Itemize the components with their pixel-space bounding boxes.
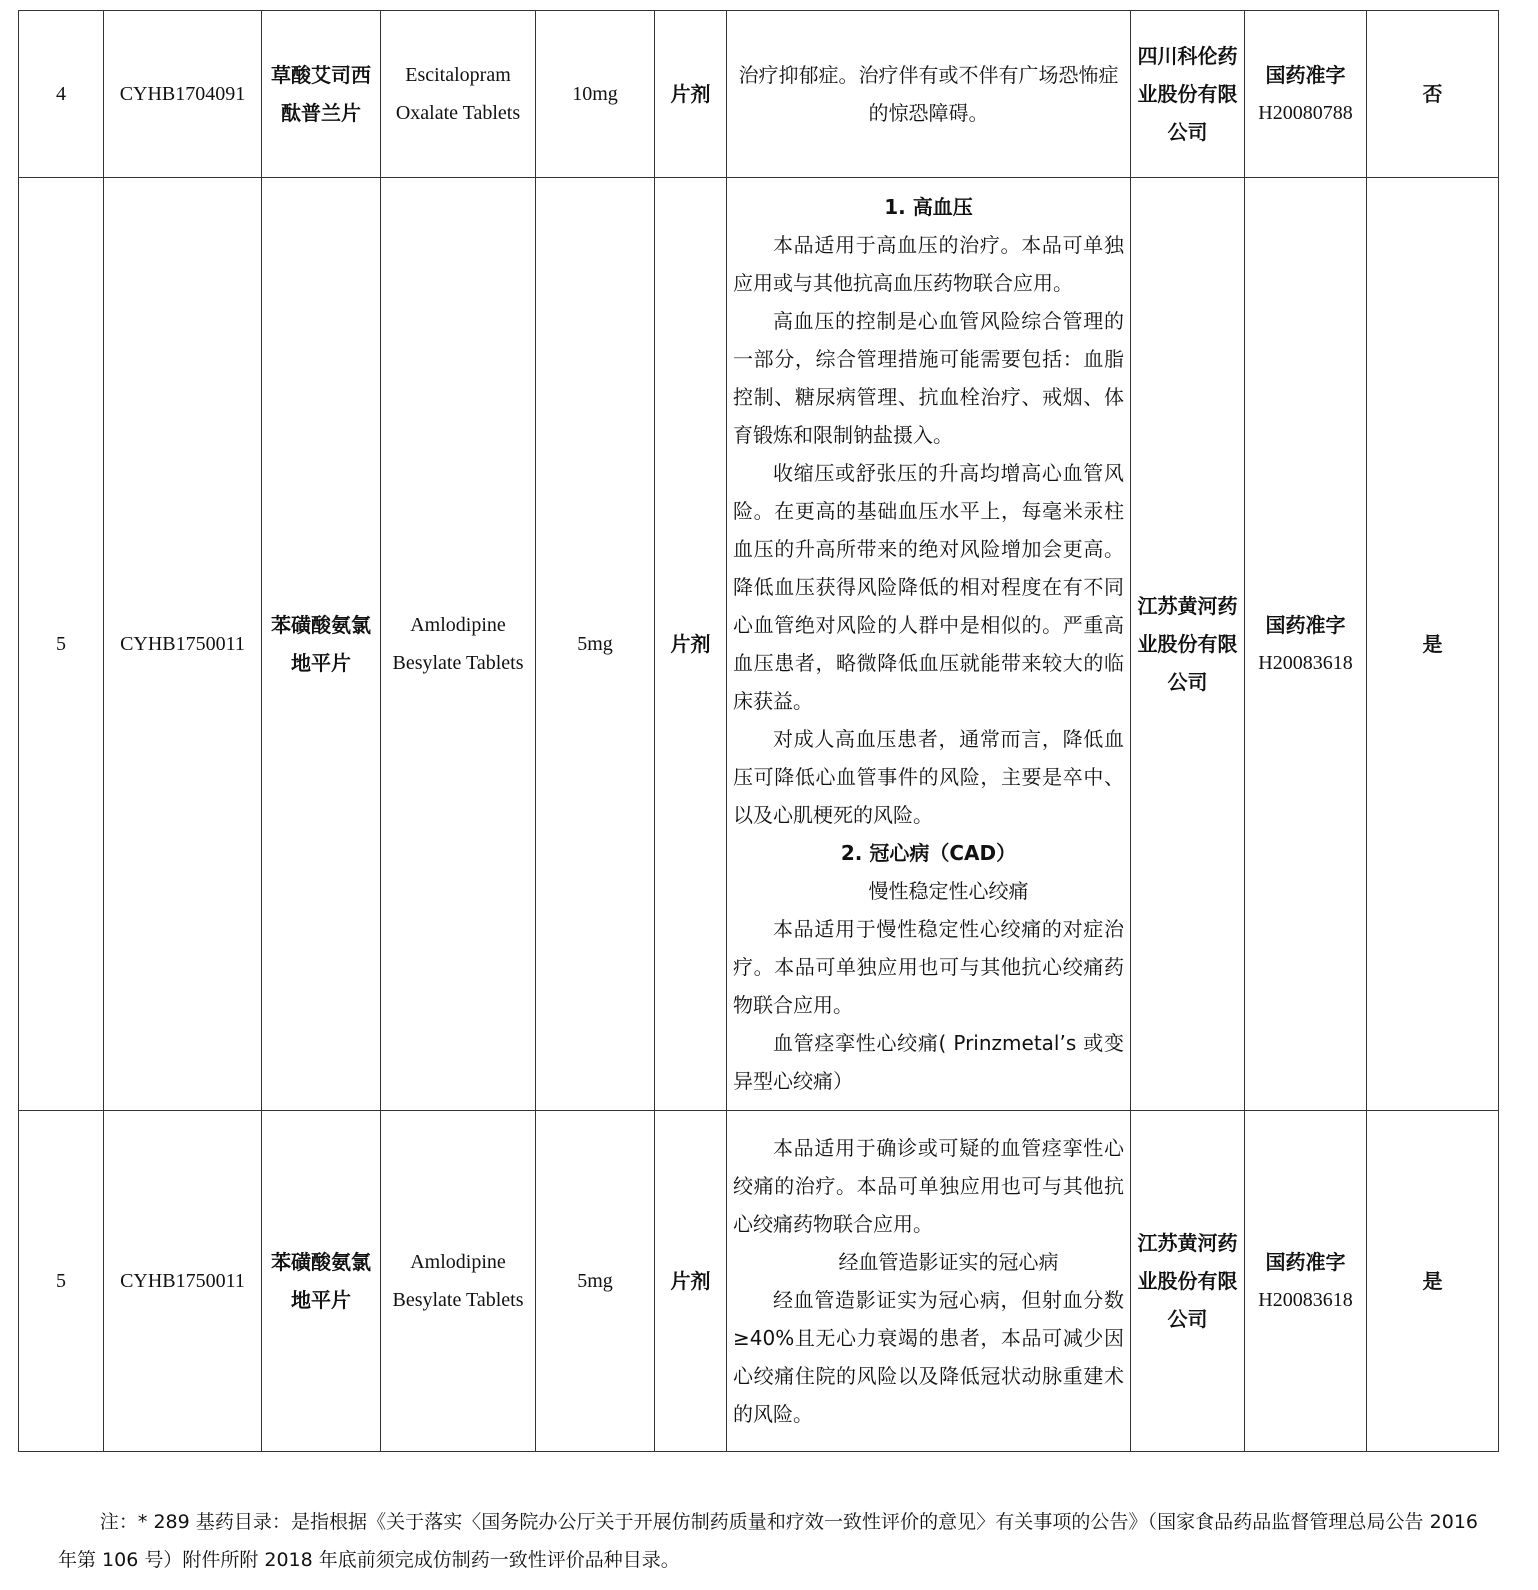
row-number: 5 xyxy=(19,1111,104,1452)
row-number: 4 xyxy=(19,11,104,178)
dosage-form: 片剂 xyxy=(655,1111,727,1452)
essential-drug-flag: 是 xyxy=(1367,178,1499,1111)
specification: 5mg xyxy=(536,178,655,1111)
table-row xyxy=(19,11,1499,178)
dosage-form: 片剂 xyxy=(655,11,727,178)
drug-evaluation-table xyxy=(18,10,1499,1452)
approval-number xyxy=(1245,1111,1367,1452)
indication-paragraph: 血管痉挛性心绞痛( Prinzmetal’s 或变异型心绞痛） xyxy=(733,1031,1124,1093)
indication xyxy=(727,11,1131,178)
acceptance-code: CYHB1704091 xyxy=(104,11,262,178)
indication-paragraph: 高血压的控制是心血管风险综合管理的一部分，综合管理措施可能需要包括：血脂控制、糖尿病管理、抗血栓治疗、戒烟、体育锻炼和限制钠盐摄入。 xyxy=(733,309,1124,447)
approval-code: H20080788 xyxy=(1258,102,1353,124)
essential-drug-flag: 否 xyxy=(1367,11,1499,178)
row-number: 5 xyxy=(19,178,104,1111)
indication-paragraph: 本品适用于慢性稳定性心绞痛的对症治疗。本品可单独应用也可与其他抗心绞痛药物联合应用。 xyxy=(733,917,1124,1017)
approval-number xyxy=(1245,11,1367,178)
indication-heading: 2. 冠心病（CAD） xyxy=(840,841,1017,865)
approval-number xyxy=(1245,178,1367,1111)
manufacturer: 江苏黄河药业股份有限公司 xyxy=(1131,1111,1245,1452)
drug-name-cn: 苯磺酸氨氯地平片 xyxy=(262,1111,381,1452)
manufacturer: 四川科伦药业股份有限公司 xyxy=(1131,11,1245,178)
indication-paragraph: 收缩压或舒张压的升高均增高心血管风险。在更高的基础血压水平上，每毫米汞柱血压的升高所带来的绝对风险增加会更高。降低血压获得风险降低的相对程度在有不同心血管绝对风险的人群中是相似的。严重高血压患者，略微降低血压就能带来较大的临床获益。 xyxy=(733,461,1124,713)
indication-text: 治疗抑郁症。治疗伴有或不伴有广场恐怖症的惊恐障碍。 xyxy=(738,63,1119,125)
approval-prefix: 国药准字 xyxy=(1265,63,1346,87)
drug-name-en: Amlodipine Besylate Tablets xyxy=(381,178,536,1111)
approval-code: H20083618 xyxy=(1258,1289,1353,1311)
approval-prefix: 国药准字 xyxy=(1265,613,1346,637)
indication xyxy=(727,178,1131,1111)
approval-prefix: 国药准字 xyxy=(1265,1250,1346,1274)
indication xyxy=(727,1111,1131,1452)
footnote: 注：* 289 基药目录：是指根据《关于落实〈国务院办公厅关于开展仿制药质量和疗效一致性评价的意见〉有关事项的公告》（国家食品药品监督管理总局公告 2016 年第 106 号）附件所附 2018 年底前须完成仿制药一致性评价品种目录。 xyxy=(58,1511,1478,1571)
acceptance-code: CYHB1750011 xyxy=(104,1111,262,1452)
indication-heading: 1. 高血压 xyxy=(884,195,973,219)
indication-paragraph: 本品适用于确诊或可疑的血管痉挛性心绞痛的治疗。本品可单独应用也可与其他抗心绞痛药物联合应用。 xyxy=(733,1136,1124,1236)
acceptance-code: CYHB1750011 xyxy=(104,178,262,1111)
indication-subheading: 经血管造影证实的冠心病 xyxy=(838,1250,1059,1274)
table-row xyxy=(19,178,1499,1111)
specification: 5mg xyxy=(536,1111,655,1452)
specification: 10mg xyxy=(536,11,655,178)
indication-paragraph: 本品适用于高血压的治疗。本品可单独应用或与其他抗高血压药物联合应用。 xyxy=(733,233,1124,295)
table-row xyxy=(19,1111,1499,1452)
approval-code: H20083618 xyxy=(1258,652,1353,674)
indication-paragraph: 对成人高血压患者，通常而言，降低血压可降低心血管事件的风险，主要是卒中、以及心肌梗死的风险。 xyxy=(733,727,1124,827)
manufacturer: 江苏黄河药业股份有限公司 xyxy=(1131,178,1245,1111)
indication-subheading: 慢性稳定性心绞痛 xyxy=(868,879,1029,903)
dosage-form: 片剂 xyxy=(655,178,727,1111)
indication-paragraph: 经血管造影证实为冠心病，但射血分数≥40%且无心力衰竭的患者，本品可减少因心绞痛住院的风险以及降低冠状动脉重建术的风险。 xyxy=(733,1288,1124,1426)
essential-drug-flag: 是 xyxy=(1367,1111,1499,1452)
drug-name-cn: 草酸艾司西酞普兰片 xyxy=(262,11,381,178)
drug-name-en: Amlodipine Besylate Tablets xyxy=(381,1111,536,1452)
drug-name-cn: 苯磺酸氨氯地平片 xyxy=(262,178,381,1111)
drug-name-en: Escitalopram Oxalate Tablets xyxy=(381,11,536,178)
